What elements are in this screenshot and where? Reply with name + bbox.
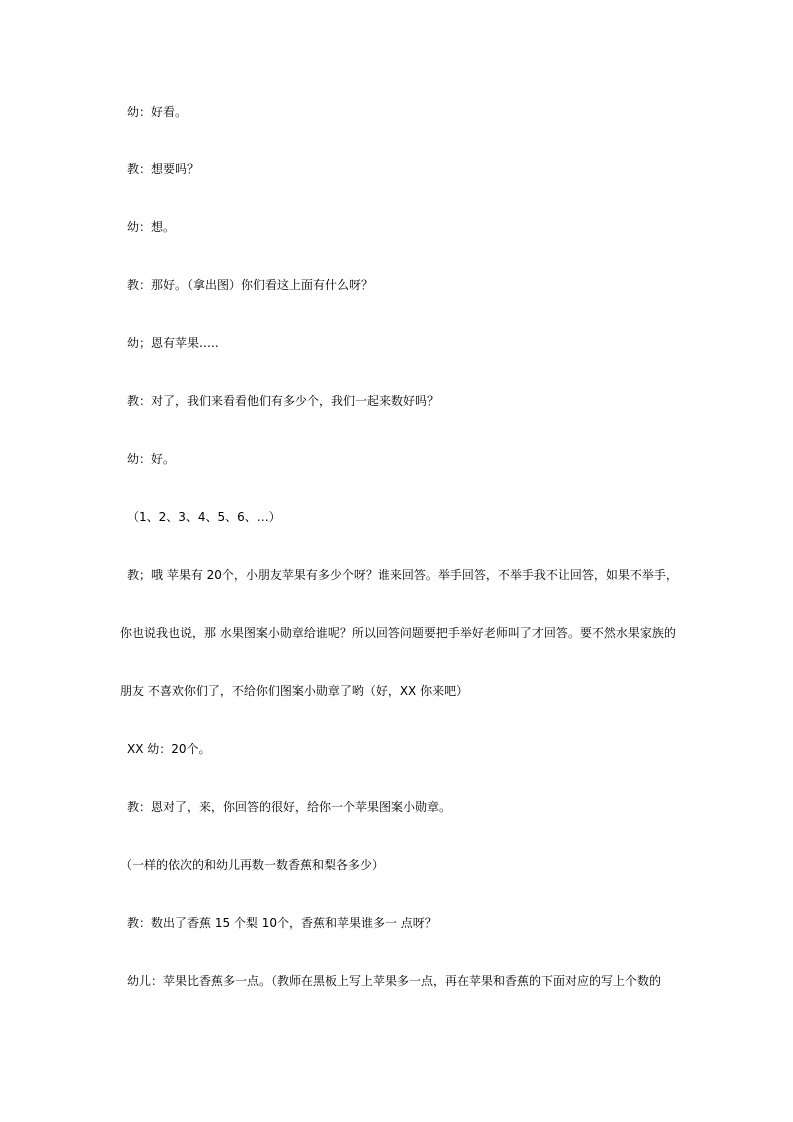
dialogue-line-6: 教：对了，我们来看看他们有多少个，我们一起来数好吗？ xyxy=(127,394,440,408)
dialogue-line-7: 幼：好。 xyxy=(127,452,176,466)
paragraph-line-2: 你也说我也说，那 水果图案小勋章给谁呢？所以回答问题要把手举好老师叫了才回答。要不然水果家族的 xyxy=(120,626,676,640)
dialogue-line-4: 教：那好。（拿出图）你们看这上面有什么呀？ xyxy=(127,278,374,292)
counting-line: （1、2、3、4、5、6、…） xyxy=(127,510,281,524)
paragraph-line-3: 朋友 不喜欢你们了，不给你们图案小勋章了哟（好，XX 你来吧） xyxy=(120,684,469,698)
dialogue-line-11: 幼儿：苹果比香蕉多一点。（教师在黑板上写上苹果多一点，再在苹果和香蕉的下面对应的写上个数的 xyxy=(127,974,662,988)
dialogue-line-2: 教：想要吗？ xyxy=(127,162,200,176)
dialogue-line-9: 教：恩对了，来，你回答的很好，给你一个苹果图案小勋章。 xyxy=(127,800,452,814)
dialogue-line-3: 幼：想。 xyxy=(127,220,176,234)
dialogue-line-8: XX 幼：20个。 xyxy=(127,742,211,756)
paragraph-line-1: 教；哦 苹果有 20个，小朋友苹果有多少个呀？谁来回答。举手回答，不举手我不让回答，如果不举手， xyxy=(127,568,678,582)
stage-direction-line: （一样的依次的和幼儿再数一数香蕉和梨各多少） xyxy=(120,858,385,872)
dialogue-line-1: 幼：好看。 xyxy=(127,105,188,119)
dialogue-line-10: 教：数出了香蕉 15 个梨 10个，香蕉和苹果谁多一 点呀？ xyxy=(127,916,437,930)
dialogue-line-5: 幼；恩有苹果.…. xyxy=(127,336,219,350)
